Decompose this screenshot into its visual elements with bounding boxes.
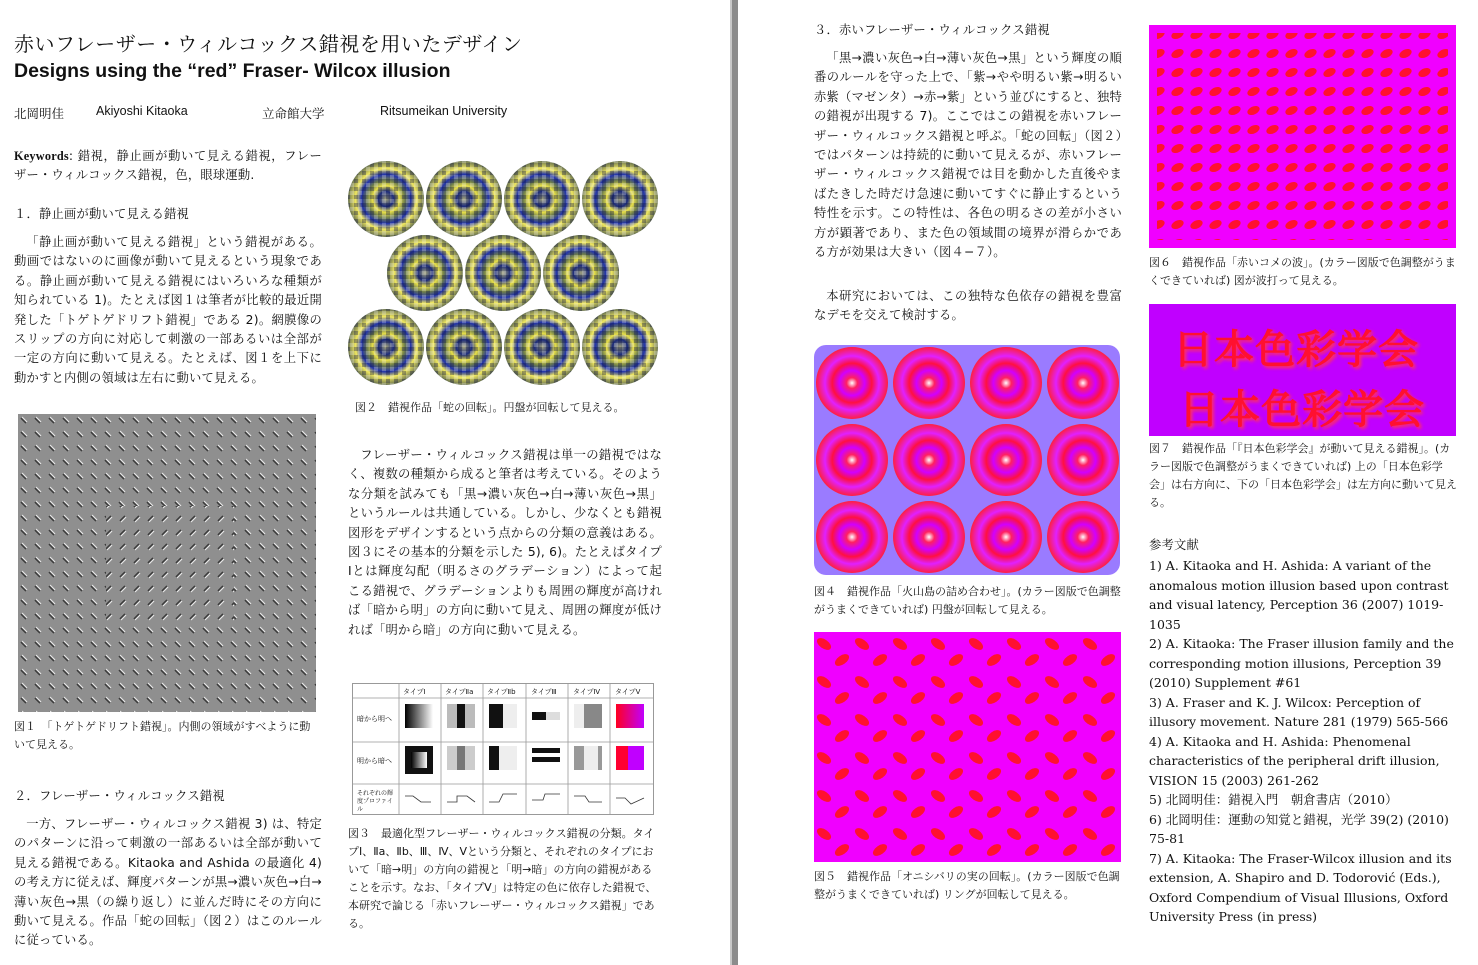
figure-3-classification-table — [352, 683, 654, 815]
fig3-header-type-2b: タイプⅡb — [487, 688, 516, 696]
figure-2-rotating-snakes — [346, 155, 660, 391]
fig3-row-profile: それぞれの輝度プロファイル — [357, 790, 394, 813]
fig3-header-type-4: タイプⅣ — [573, 688, 601, 696]
fig3-header-type-5: タイプⅤ — [615, 688, 641, 696]
figure-6-image — [1149, 25, 1456, 248]
affiliation-ja: 立命館大学 — [262, 106, 325, 121]
fig3-row-light-to-dark: 明から暗へ — [357, 757, 392, 765]
middle-paragraph: フレーザー・ウィルコックス錯視は単一の錯視ではなく、複数の種類から成ると筆者は考えている。そのような分類を試みても「黒→濃い灰色→白→薄い灰色→黒」というルールは共通している。しかし、少なくとも錯視図形をデザインするという点からの分類の意義はある。図３にその基本的分類を示した 5), 6)。たとえばタイプⅠとは輝度勾配（明るさのグラデーション）によって起こる錯視で、グラデーションよりも周囲の輝度が高ければ「暗から明」の方向に動いて見え、周囲の輝度が低ければ「明から暗」の方向に動いて見える。 — [348, 448, 662, 637]
reference-item: 6) 北岡明佳：運動の知覚と錯視，光学 39(2) (2010) 75-81 — [1149, 811, 1449, 846]
author-en: Akiyoshi Kitaoka — [96, 104, 188, 118]
fig3-row-dark-to-light: 暗から明へ — [357, 715, 392, 723]
figure-2-caption: 図２ 錯視作品「蛇の回転」。円盤が回転して見える。 — [355, 401, 625, 414]
section3-body-2: 本研究においては、この独特な色依存の錯視を豊富なデモを交えて検討する。 — [814, 289, 1122, 323]
fig3-header-type-3: タイプⅢ — [531, 688, 557, 696]
title-ja: 赤いフレーザー・ウィルコックス錯視を用いたデザイン — [14, 32, 523, 56]
section3-body: 「黒→濃い灰色→白→薄い灰色→黒」という輝度の順番のルールを守った上で、「紫→やや明るい紫→明るい赤紫（マゼンタ）→赤→紫」という並びにすると、独特の錯視が出現する 7)。ここではこの錯視を赤いフレーザー・ウィルコックス錯視と呼ぶ。「蛇の回転」（図２）ではパターンは持続的に動いて見えるが、赤いフレーザー・ウィルコックス錯視では目を動かした直後やまばたきした時だけ急速に動いてすぐに静止するという特性を示す。この特性は、各色の明るさの差が小さい方が顕著であり、また色の領域間の境界が滑らかである方が効果は大きい（図４−７）。 — [814, 51, 1122, 260]
volcano-disks — [816, 347, 1119, 573]
keywords-text: : 錯視，静止画が動いて見える錯視，フレーザー・ウィルコックス錯視，色，眼球運動. — [14, 149, 322, 183]
figure-2-image — [346, 155, 660, 391]
figure-3-caption: 図３ 最適化型フレーザー・ウィルコックス錯視の分類。タイプⅠ、Ⅱa、Ⅱb、Ⅲ、Ⅳ、Ⅴという分類と、それぞれのタイプにおいて「暗→明」の方向の錯視と「明→暗」の方向の錯視があることを示す。なお、「タイプⅤ」は特定の色に依存した錯視で、本研究で論じる「赤いフレーザー・ウィルコックス錯視」である。 — [348, 827, 657, 930]
keywords-label: Keywords — [14, 149, 69, 163]
reference-item: 7) A. Kitaoka: The Fraser-Wilcox illusion and its extension, A. Shapiro and D. Todorović (Eds.), Oxford Compendium of Visual Illusions, Oxford University Press (in press) — [1149, 850, 1452, 924]
figure-7-nihon-shikisai-gakkai — [1149, 304, 1456, 436]
figure-1-caption: 図１ 「トゲトゲドリフト錯視」。内側の領域がすべように動いて見える。 — [14, 720, 311, 751]
section2-heading: ２．フレーザー・ウィルコックス錯視 — [14, 789, 225, 803]
keywords — [14, 147, 322, 186]
section1-heading: １．静止画が動いて見える錯視 — [14, 207, 189, 221]
figure-1-drift-illusion — [18, 414, 316, 712]
reference-item: 3) A. Fraser and K. J. Wilcox: Perception of illusory movement. Nature 281 (1979) 565-566 — [1149, 694, 1449, 729]
author-ja: 北岡明佳 — [14, 106, 65, 121]
figure-7-caption: 図７ 錯視作品「『日本色彩学会』が動いて見える錯視」。(カラー図版で色調整がうまくできていれば) 上の「日本色彩学会」は右方向に、下の「日本色彩学会」は左方向に動いて見える。 — [1149, 442, 1457, 509]
figure-5-image — [814, 632, 1121, 862]
references-heading: 参考文献 — [1149, 538, 1199, 552]
references-list — [1149, 556, 1457, 927]
figure-1-image — [18, 414, 316, 712]
reference-item: 1) A. Kitaoka and H. Ashida: A variant of the anomalous motion illusion based upon contrast and visual latency, Perception 36 (2007) 1019-1035 — [1149, 558, 1449, 632]
title-en: Designs using the “red” Fraser- Wilcox illusion — [14, 60, 451, 82]
reference-item: 5) 北岡明佳：錯視入門 朝倉書店（2010） — [1149, 792, 1398, 807]
figure-4-image — [814, 345, 1120, 575]
fig3-header-type-2a: タイプⅡa — [445, 688, 474, 696]
figure-7-text-top: 日本色彩学会 — [1173, 327, 1419, 373]
section1-body: 「静止画が動いて見える錯視」という錯視がある。動画ではないのに画像が動いて見えるという現象である。静止画が動いて見える錯視にはいろいろな種類が知られている 1)。たとえば図１は筆者が比較的最近開発した「トゲトゲドリフト錯視」である 2)。網膜像のスリップの方向に対応して刺激の一部あるいは全部が一定の方向に動いて見える。たとえば、図１を上下に動かすと内側の領域は左右に動いて見える。 — [14, 235, 322, 385]
fig3-swatches — [353, 684, 653, 814]
snake-disks — [348, 161, 658, 385]
figure-4-caption: 図４ 錯視作品「火山島の詰め合わせ」。(カラー図版で色調整がうまくできていれば) 円盤が回転して見える。 — [814, 585, 1121, 616]
figure-5-caption: 図５ 錯視作品「オニシバリの実の回転」。(カラー図版で色調整がうまくできていれば) リングが回転して見える。 — [814, 870, 1120, 901]
affiliation-en: Ritsumeikan University — [380, 104, 508, 118]
figure-4-volcano-islands — [814, 345, 1120, 575]
figure-6-caption: 図６ 錯視作品「赤いコメの波」。(カラー図版で色調整がうまくできていれば) 図が波打って見える。 — [1149, 256, 1456, 287]
figure-6-red-rice-waves — [1149, 25, 1456, 248]
section3-heading: ３．赤いフレーザー・ウィルコックス錯視 — [814, 23, 1050, 37]
figure-5-onishibari-rings — [814, 632, 1121, 862]
page-divider — [732, 0, 738, 965]
section2-body: 一方、フレーザー・ウィルコックス錯視 3) は、特定のパターンに沿って刺激の一部あるいは全部が動いて見える錯視である。Kitaoka and Ashida の最適化 4)の考え方に従えば、輝度パターンが黒→濃い灰色→白→薄い灰色→黒（の繰り返し）に並んだ時にその方向に動いて見える。作品「蛇の回転」（図２）はこのルールに従っている。 — [14, 817, 322, 948]
reference-item: 4) A. Kitaoka and H. Ashida: Phenomenal characteristics of the peripheral drift illusion, VISION 15 (2003) 261-262 — [1149, 733, 1440, 788]
fig3-header-type-1: タイプⅠ — [403, 688, 426, 696]
figure-7-text-bottom: 日本色彩学会 — [1179, 387, 1425, 433]
reference-item: 2) A. Kitaoka: The Fraser illusion family and the corresponding motion illusions, Perception 39 (2010) Supplement #61 — [1149, 636, 1454, 690]
